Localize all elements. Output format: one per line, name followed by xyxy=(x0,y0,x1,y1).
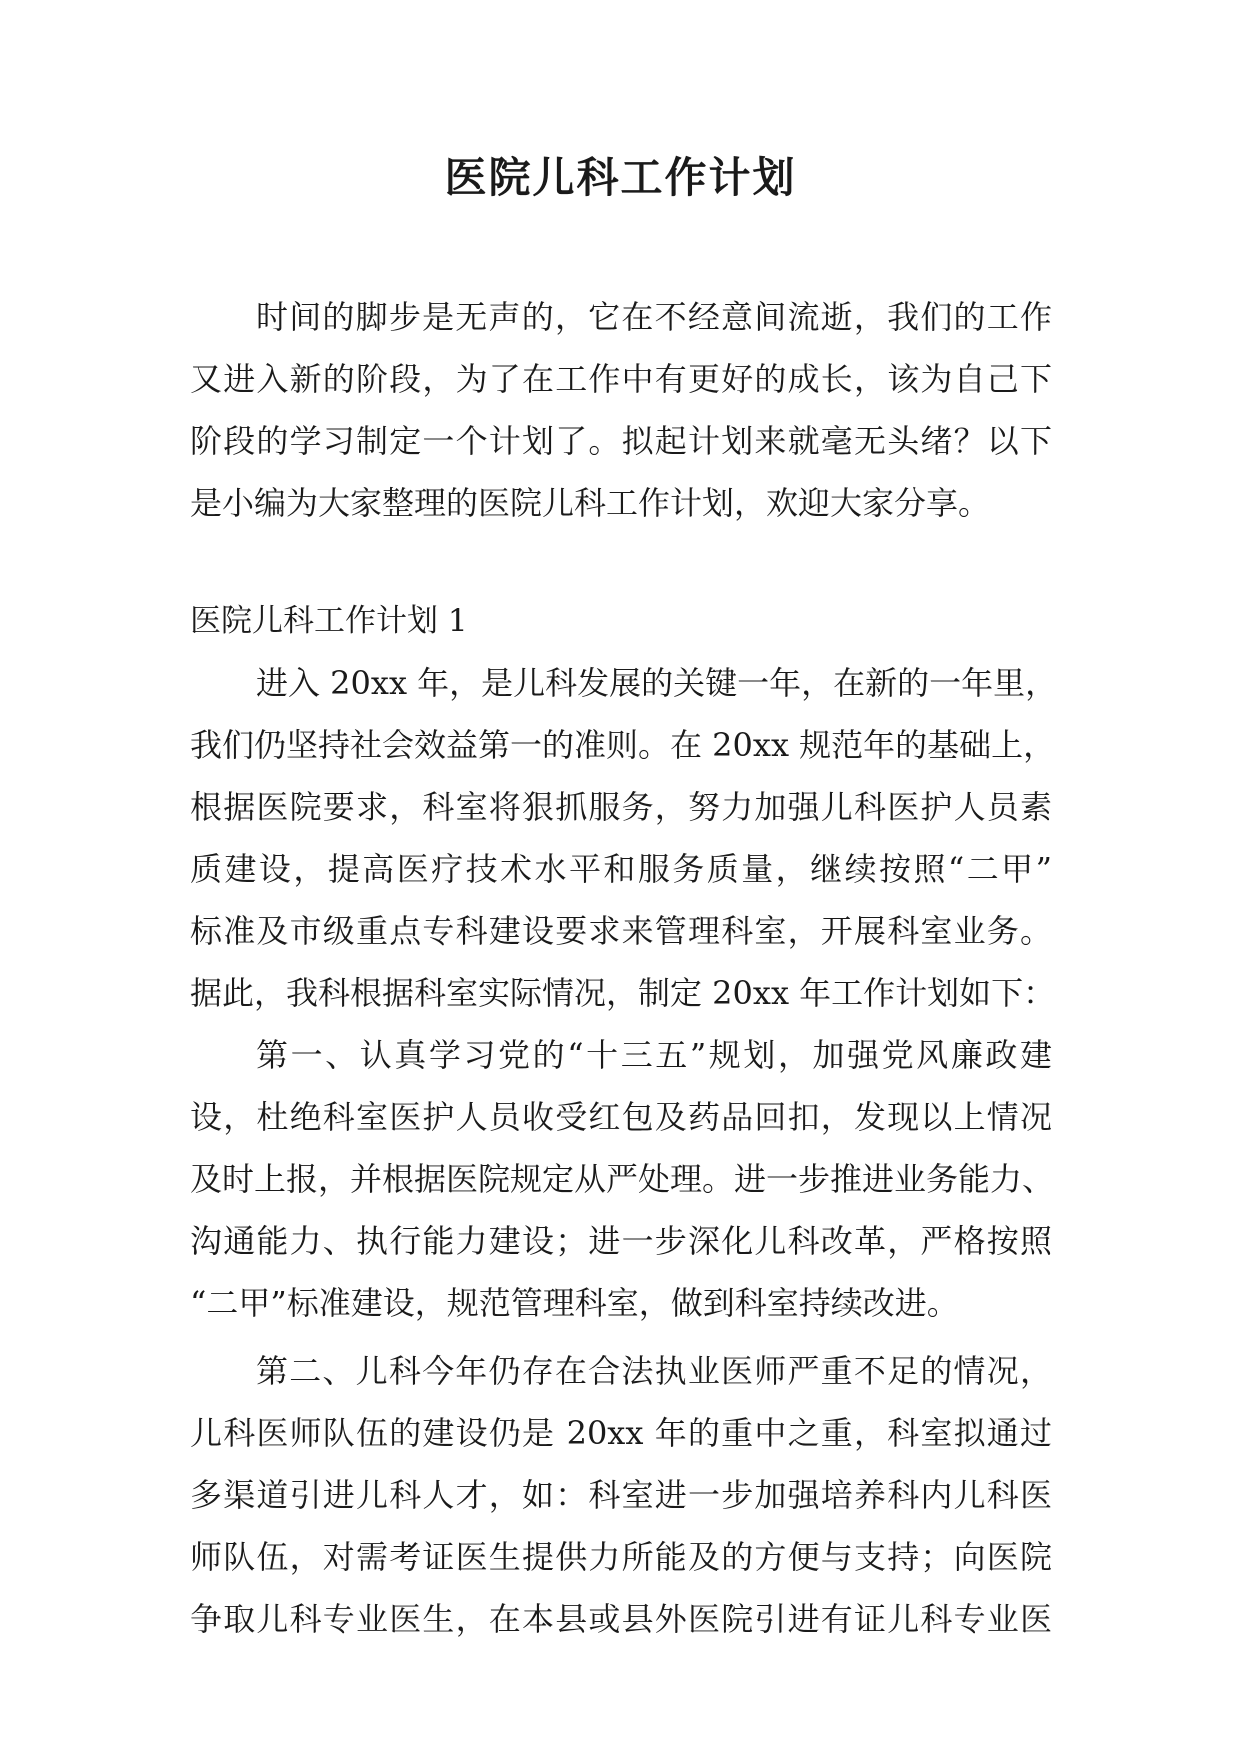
section-heading: 医院儿科工作计划 1 xyxy=(190,603,468,639)
paragraph-line: 根据医院要求，科室将狠抓服务，努力加强儿科医护人员素 xyxy=(190,788,1052,826)
section1-paragraph-1 xyxy=(190,652,1058,1024)
paragraph-line: 争取儿科专业医生，在本县或县外医院引进有证儿科专业医 xyxy=(190,1600,1052,1638)
paragraph-line: 进入 20xx 年，是儿科发展的关键一年，在新的一年里， xyxy=(256,664,1058,702)
paragraph-line: 质建设，提高医疗技术水平和服务质量，继续按照“二甲” xyxy=(190,850,1052,888)
paragraph-line: 师队伍，对需考证医生提供力所能及的方便与支持；向医院 xyxy=(190,1538,1052,1576)
paragraph-line: 及时上报，并根据医院规定从严处理。进一步推进业务能力、 xyxy=(190,1160,1055,1198)
paragraph-line: 沟通能力、执行能力建设；进一步深化儿科改革，严格按照 xyxy=(190,1222,1052,1260)
section1-paragraph-2 xyxy=(190,1024,1055,1334)
paragraph-gap xyxy=(190,534,1052,590)
paragraph-line: 多渠道引进儿科人才，如：科室进一步加强培养科内儿科医 xyxy=(190,1476,1052,1514)
intro-line: 又进入新的阶段，为了在工作中有更好的成长，该为自己下 xyxy=(190,360,1052,398)
paragraph-line: 我们仍坚持社会效益第一的准则。在 20xx 规范年的基础上， xyxy=(190,726,1056,764)
paragraph-line: 儿科医师队伍的建设仍是 20xx 年的重中之重，科室拟通过 xyxy=(190,1414,1052,1452)
intro-line: 时间的脚步是无声的，它在不经意间流逝，我们的工作 xyxy=(256,298,1052,336)
document-body xyxy=(190,286,1058,1650)
paragraph-line: 第一、认真学习党的“十三五”规划，加强党风廉政建 xyxy=(256,1036,1052,1074)
paragraph-line: 标准及市级重点专科建设要求来管理科室，开展科室业务。 xyxy=(190,912,1052,950)
intro-paragraph xyxy=(190,286,1052,534)
paragraph-line: 第二、儿科今年仍存在合法执业医师严重不足的情况， xyxy=(256,1352,1052,1390)
intro-line: 阶段的学习制定一个计划了。拟起计划来就毫无头绪？以下 xyxy=(190,422,1052,460)
paragraph-line: 设，杜绝科室医护人员收受红包及药品回扣，发现以上情况 xyxy=(190,1098,1052,1136)
paragraph-line: “二甲”标准建设，规范管理科室，做到科室持续改进。 xyxy=(190,1284,959,1322)
document-title: 医院儿科工作计划 xyxy=(444,153,797,202)
section1-paragraph-3 xyxy=(190,1340,1052,1650)
intro-line: 是小编为大家整理的医院儿科工作计划，欢迎大家分享。 xyxy=(190,484,991,522)
paragraph-line: 据此，我科根据科室实际情况，制定 20xx 年工作计划如下： xyxy=(190,974,1056,1012)
